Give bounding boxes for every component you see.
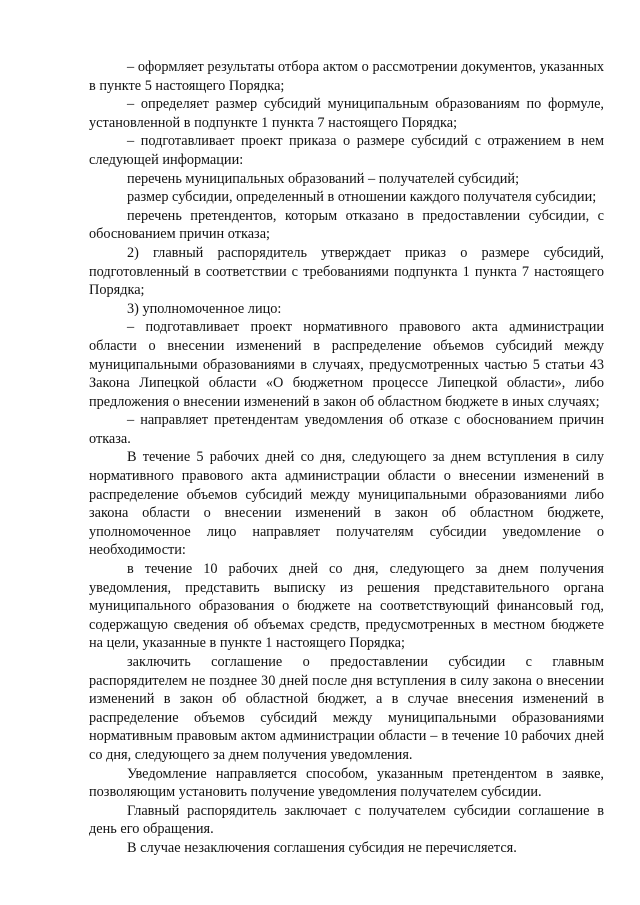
paragraph-5: размер субсидии, определенный в отношении каждого получателя субсидии; [127, 189, 597, 206]
paragraph-2: – определяет размер субсидий муниципальным образованиям по формуле, установленной в подпункте 1 пункта 7 настоящего Порядка; [89, 96, 604, 131]
paragraph-4: перечень муниципальных образований – получателей субсидий; [127, 170, 520, 187]
paragraph-11: В течение 5 рабочих дней со дня, следующего за днем вступления в силу нормативного правового акта администрации области о внесении изменений в распределение объемов субсидий между муниципальными образованиями либо закона области о внесении изменений в закон об областном бюджете, уполномоченное лицо направляет получателям субсидии уведомление о необходимости: [89, 449, 604, 559]
paragraph-10: – направляет претендентам уведомления об отказе с обоснованием причин отказа. [89, 412, 604, 447]
document-page [89, 58, 604, 858]
paragraph-8: 3) уполномоченное лицо: [127, 300, 282, 317]
paragraph-6: перечень претендентов, которым отказано в предоставлении субсидии, с обоснованием причин отказа; [89, 207, 604, 243]
paragraph-9: – подготавливает проект нормативного правового акта администрации области о внесении изменений в распределение объемов субсидий между муниципальными образованиями в случаях, предусмотренных частью 5 статьи 43 Закона Липецкой области «О бюджетном процессе Липецкой области», либо предложения о внесении изменений в закон об областном бюджете в иных случаях; [89, 319, 604, 410]
paragraph-16: В случае незаключения соглашения субсидия не перечисляется. [127, 839, 517, 856]
paragraph-13: заключить соглашение о предоставлении субсидии с главным распорядителем не позднее 30 дней после дня вступления в силу закона о внесении изменений в закон об областной бюджет, а в случае внесения изменений в распределение объемов субсидий между муниципальными образованиями нормативным правовым актом администрации области – в течение 10 рабочих дней со дня, следующего за днем получения уведомления. [89, 654, 604, 763]
paragraph-3: – подготавливает проект приказа о размере субсидий с отражением в нем следующей информации: [89, 133, 604, 168]
paragraph-7: 2) главный распорядитель утверждает приказ о размере субсидий, подготовленный в соответствии с требованиями подпункта 1 пункта 7 настоящего Порядка; [89, 244, 604, 299]
paragraph-15: Главный распорядитель заключает с получателем субсидии соглашение в день его обращения. [89, 802, 604, 838]
paragraph-14: Уведомление направляется способом, указанным претендентом в заявке, позволяющим установить получение уведомления получателем субсидии. [89, 765, 604, 801]
paragraph-1: – оформляет результаты отбора актом о рассмотрении документов, указанных в пункте 5 настоящего Порядка; [89, 59, 604, 94]
paragraph-12: в течение 10 рабочих дней со дня, следующего за днем получения уведомления, представить выписку из решения представительного органа муниципального образования о бюджете на соответствующий финансовый год, содержащую сведения об объемах средств, предусмотренных в местном бюджете на цели, указанные в пункте 1 настоящего Порядка; [89, 561, 604, 652]
